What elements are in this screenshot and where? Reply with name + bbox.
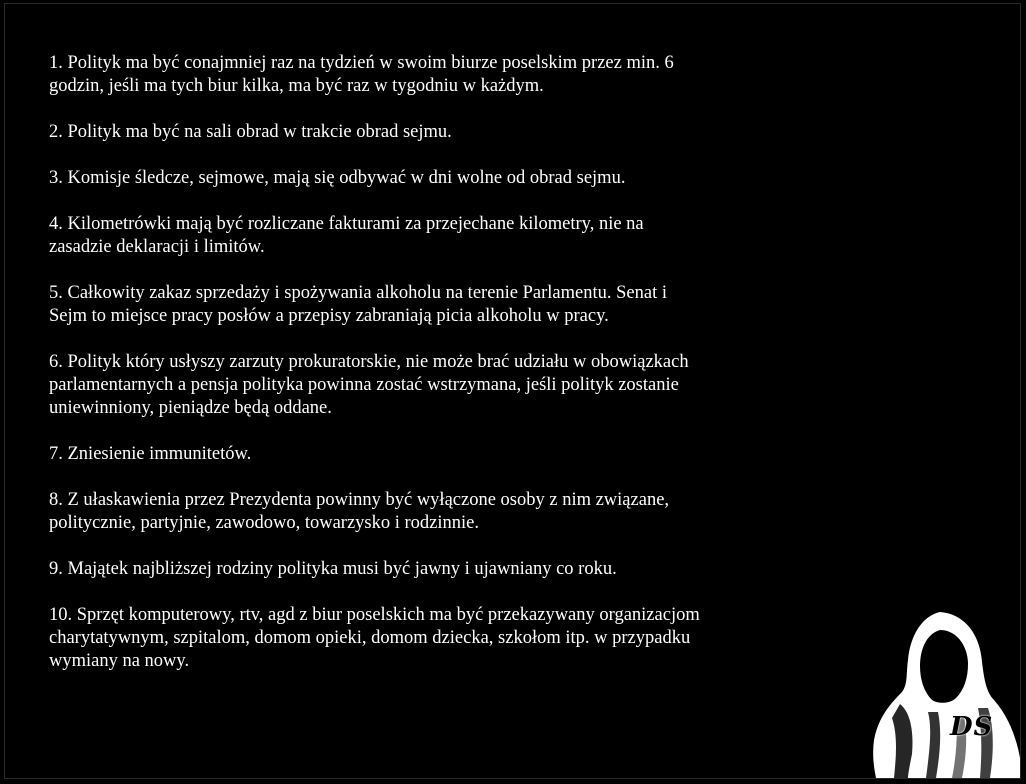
item-line: 7. Zniesienie immunitetów.	[49, 444, 252, 464]
logo-text: DS	[950, 712, 994, 742]
list-item	[49, 604, 794, 673]
item-line: Sejm to miejsce pracy posłów a przepisy zabraniają picia alkoholu w pracy.	[49, 306, 609, 326]
item-line: godzin, jeśli ma tych biur kilka, ma być raz w tygodniu w każdym.	[49, 76, 544, 96]
item-line: 9. Majątek najbliższej rodziny polityka musi być jawny i ujawniany co roku.	[49, 559, 617, 579]
item-line: 5. Całkowity zakaz sprzedaży i spożywania alkoholu na terenie Parlamentu. Senat i	[49, 283, 667, 303]
list-item	[49, 167, 794, 190]
item-line: politycznie, partyjnie, zawodowo, towarzysko i rodzinnie.	[49, 513, 479, 533]
item-line: 6. Polityk który usłyszy zarzuty prokuratorskie, nie może brać udziału w obowiązkach	[49, 352, 689, 372]
item-line: 10. Sprzęt komputerowy, rtv, agd z biur poselskich ma być przekazywany organizacjom	[49, 605, 700, 625]
item-line: wymiany na nowy.	[49, 651, 190, 671]
list-item	[49, 443, 794, 466]
list-item	[49, 489, 794, 535]
item-line: charytatywnym, szpitalom, domom opieki, domom dziecka, szkołom itp. w przypadku	[49, 628, 691, 648]
demands-list	[49, 52, 794, 696]
item-line: parlamentarnych a pensja polityka powinna zostać wstrzymana, jeśli polityk zostanie	[49, 375, 679, 395]
item-line: uniewinniony, pieniądze będą oddane.	[49, 398, 332, 418]
item-line: zasadzie deklaracji i limitów.	[49, 237, 265, 257]
list-item	[49, 558, 794, 581]
list-item	[49, 213, 794, 259]
item-line: 1. Polityk ma być conajmniej raz na tydzień w swoim biurze poselskim przez min. 6	[49, 53, 674, 73]
item-line: 4. Kilometrówki mają być rozliczane fakturami za przejechane kilometry, nie na	[49, 214, 644, 234]
list-item	[49, 52, 794, 98]
list-item	[49, 351, 794, 420]
hooded-figure-icon	[870, 608, 1020, 778]
list-item	[49, 121, 794, 144]
item-line: 3. Komisje śledcze, sejmowe, mają się odbywać w dni wolne od obrad sejmu.	[49, 168, 626, 188]
item-line: 8. Z ułaskawienia przez Prezydenta powinny być wyłączone osoby z nim związane,	[49, 490, 670, 510]
list-item	[49, 282, 794, 328]
item-line: 2. Polityk ma być na sali obrad w trakcie obrad sejmu.	[49, 122, 452, 142]
